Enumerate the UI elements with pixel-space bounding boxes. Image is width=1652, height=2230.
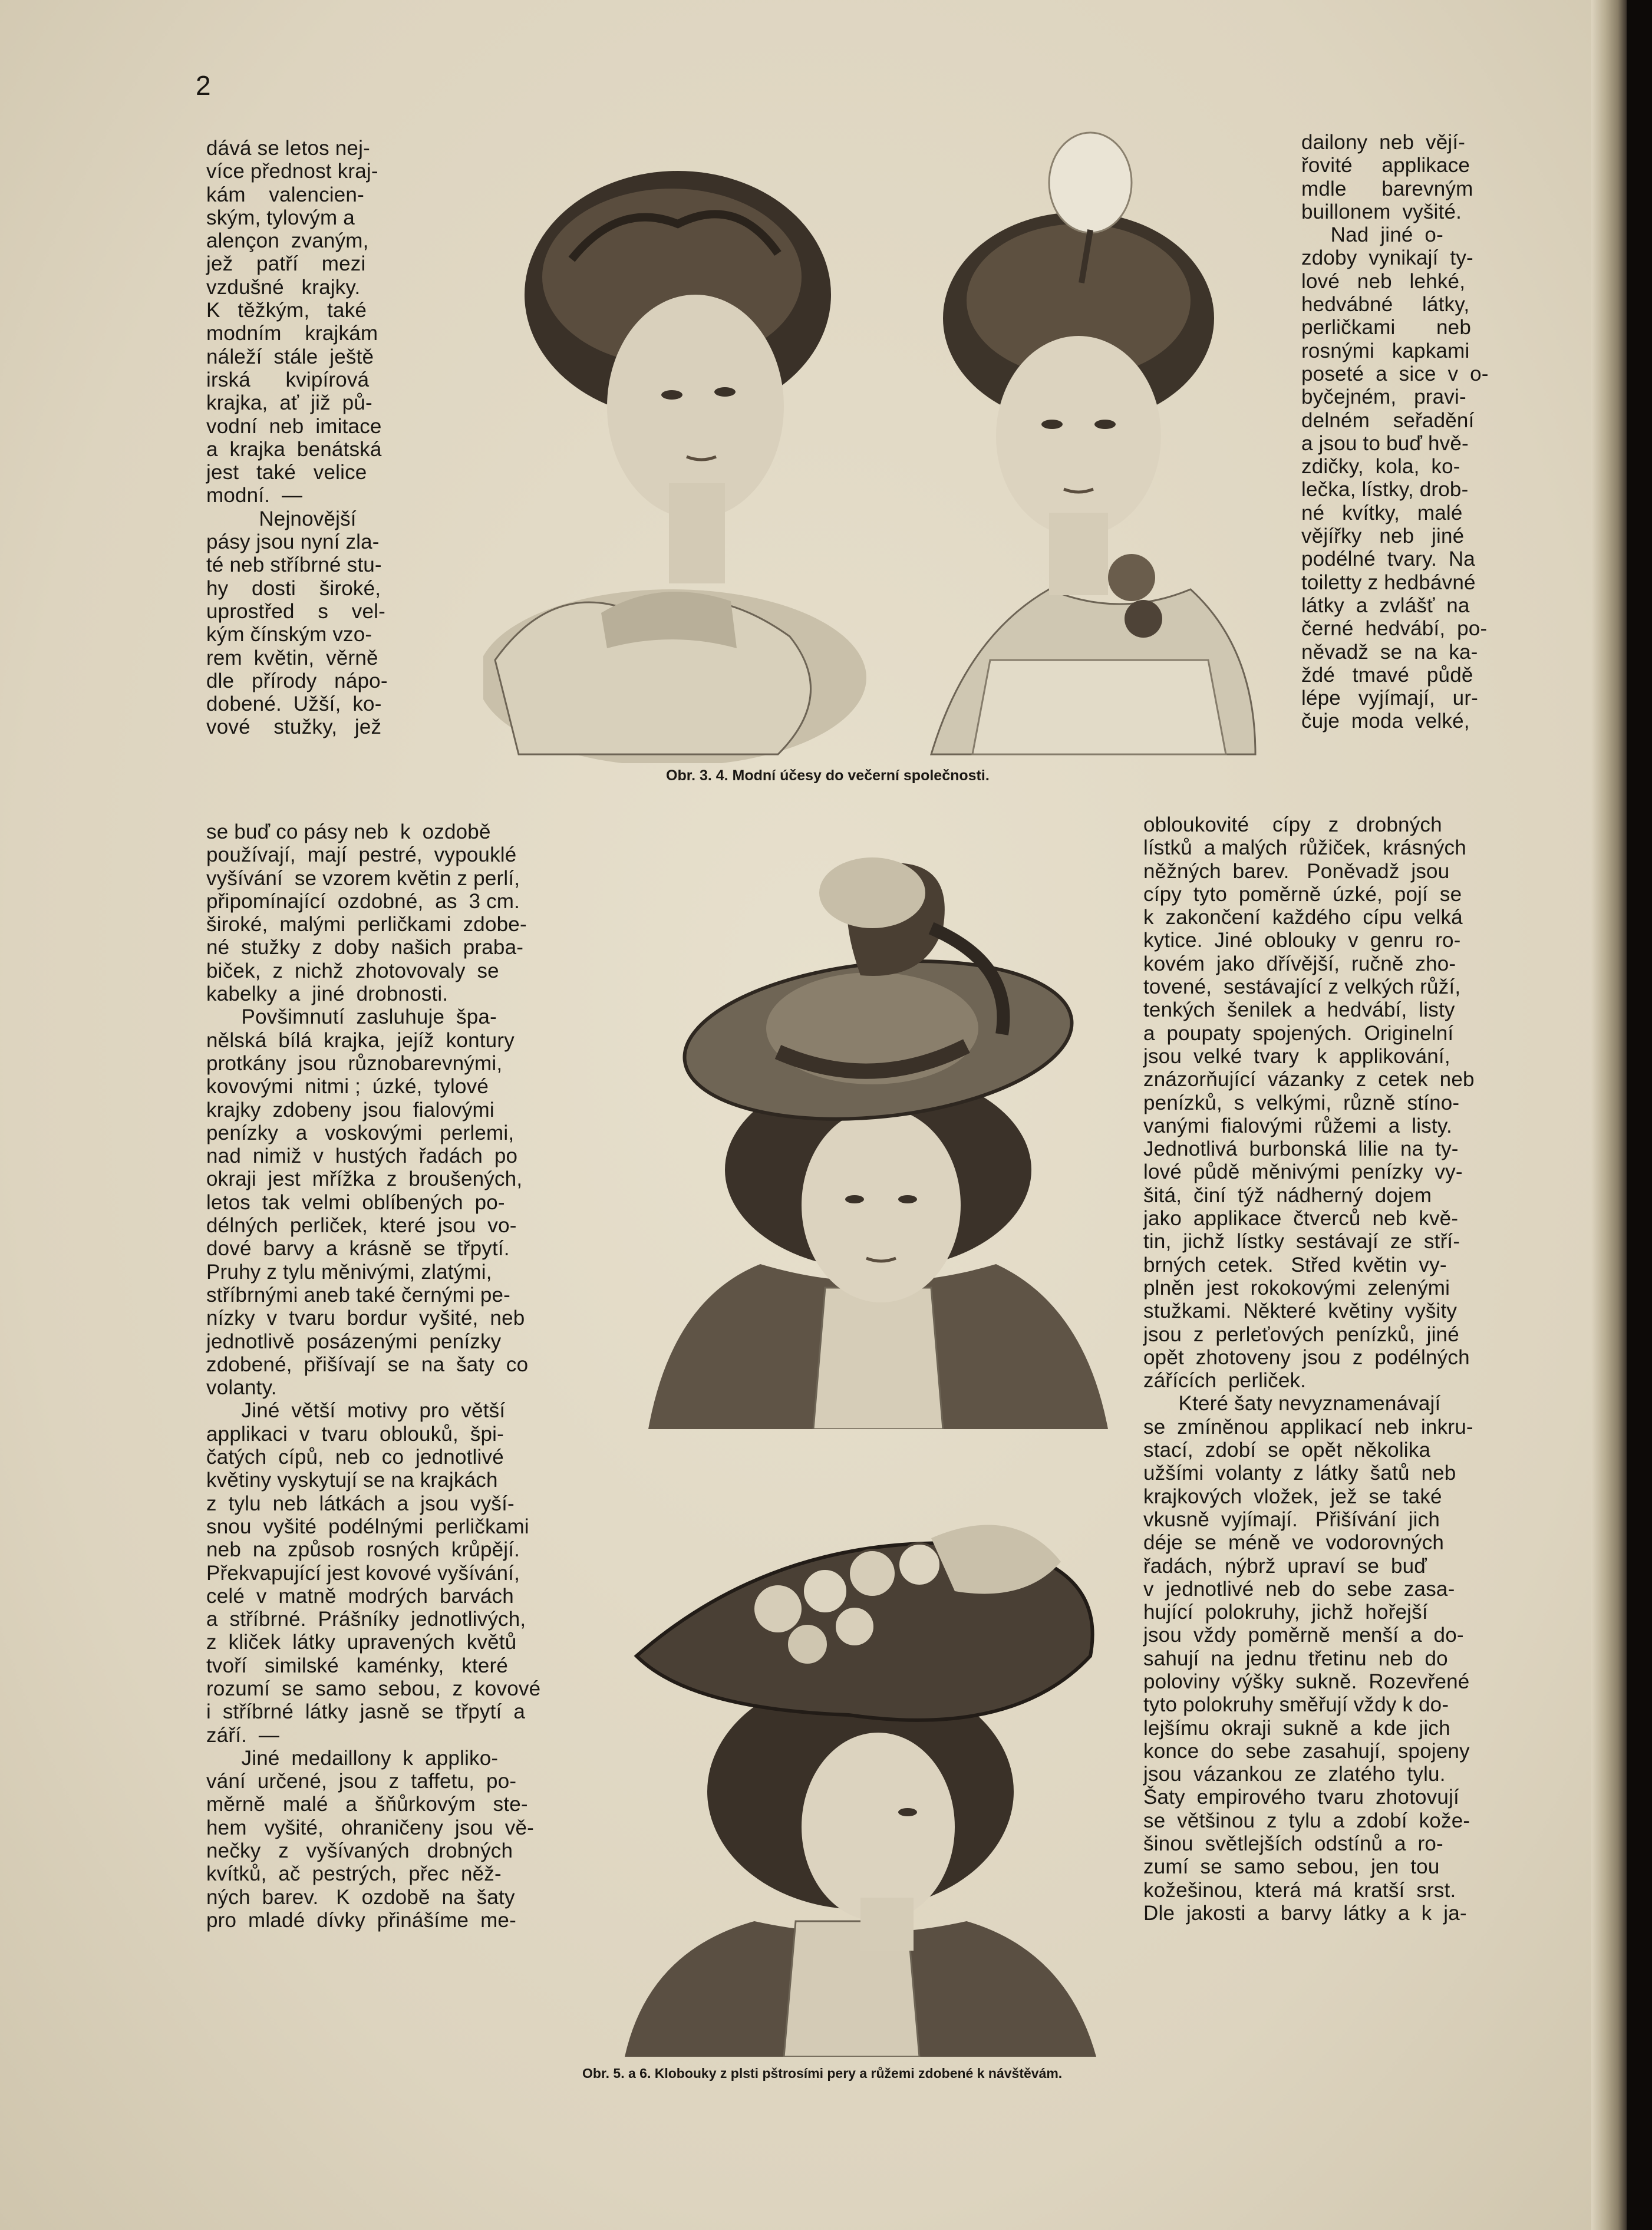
feather-hat-illustration [648, 840, 1108, 1429]
right-column-top-text: dailony neb vějí- řovité applikace mdle barevným buillonem vyšité. Nad jiné o- zdoby vynikají ty- lové neb lehké, hedvábné látky, perličkami neb rosnými kapkami poseté a sice v o- byčejném, pravi- delném seřadění a jsou to buď hvě- zdičky, kola, ko- lečka, lístky, drob- né kvítky, malé vějířky neb jiné podélné tvary. Na toiletty z hedbávné látky a zvlášť na černé hedvábí, po- něvadž se na ka- ždé tmavé půdě lépe vyjímají, ur- čuje moda velké, [1301, 131, 1489, 733]
hairstyles-illustration [483, 130, 1261, 763]
figure-caption-hats: Obr. 5. a 6. Klobouky z plsti pštrosími pery a růžemi zdobené k návštěvám. [582, 2066, 1063, 2081]
rose-hat-illustration [601, 1462, 1120, 2057]
left-column-text: se buď co pásy neb k ozdobě používají, mají pestré, vypouklé vyšívání se vzorem květin z perlí, připomínající ozdobné, as 3 cm. široké, malými perličkami zdobe- né stužky z doby našich praba- biček, z nichž zhotovovaly se kabelky a jiné drobnosti. Povšimnutí zasluhuje špa- nělská bílá krajka, jejíž kontury protkány jsou různobarevnými, kovovými nitmi ; úzké, tylové krajky zdobeny jsou fialovými penízky a voskovými perlemi, nad nimiž v hustých řadách po okraji jest mřížka z broušených, letos tak velmi oblíbených po- délných perliček, které jsou vo- dové barvy a krásně se třpytí. Pruhy z tylu měnivými, zlatými, stříbrnými aneb také černými pe- nízky v tvaru bordur vyšité, neb jednotlivě posázenými penízky zdobené, přišívají se na šaty co volanty. Jiné větší motivy pro větší applikaci v tvaru oblouků, špi- čatých cípů, neb co jednotlivé květiny vyskytují se na krajkách z tylu neb látkách a jsou vyší- snou vyšité podélnými perličkami neb na způsob rosných krůpějí. Překvapující jest kovové vyšívání, celé v matně modrých barvách a stříbrné. Prášníky jednotlivých, z kliček látky upravených květů tvoří similské kaménky, které rozumí se samo sebou, z kovové i stříbrné látky jasně se třpytí a září. — Jiné medaillony k appliko- vání určené, jsou z taffetu, po- měrně malé a šňůrkovým ste- hem vyšité, ohraničeny jsou vě- nečky z vyšívaných drobných kvítků, ač pestrých, přec něž- ných barev. K ozdobě na šaty pro mladé dívky přinášíme me- [206, 820, 541, 1932]
page-spine-shadow [1591, 0, 1627, 2230]
rose-hat-engraving [601, 1462, 1120, 2057]
right-column-text: obloukovité cípy z drobných lístků a malých růžiček, krásných něžných barev. Poněvadž jsou cípy tyto poměrně úzké, pojí se k zakončení každého cípu velká kytice. Jiné oblouky v genru ro- kovém jako dřívější, ručně zho- tovené, sestávající z velkých růží, tenkých šenilek a hedvábí, listy a poupaty spojených. Originelní jsou velké tvary k applikování, znázorňující vázanky z cetek neb penízků, s velkými, různě stíno- vanými fialovými růžemi a listy. Jednotlivá burbonská lilie na ty- lové půdě měnivými penízky vy- šitá, činí týž nádherný dojem jako applikace čtverců neb kvě- tin, jichž lístky sestávají ze stří- brných cetek. Střed květin vy- plněn jest rokokovými zelenými stužkami. Některé květiny vyšity jsou z perleťových penízků, jiné opět zhotoveny jsou z podélných zářících perliček. Které šaty nevyznamenávají se zmíněnou applikací neb inkru- stací, zdobí se opět několika užšími volanty z látky šatů neb krajkových vložek, jež se také vkusně vyjímají. Přišívání jich déje se méně ve vodorovných řadách, nýbrž upraví se buď v jednotlivé neb do sebe zasa- hující polokruhy, jichž hořejší jsou vždy poměrně menší a do- sahují na jednu třetinu neb do poloviny výšky sukně. Rozevřené tyto polokruhy směřují vždy k do- lejšímu okraji sukně a kde jich konce do sebe zasahují, spojeny jsou vázankou ze zlatého tylu. Šaty empirového tvaru zhotovují se většinou z tylu a zdobí kože- šinou světlejších odstínů a ro- zumí se samo sebou, jen tou kožešinou, která má kratší srst. Dle jakosti a barvy látky a k ja- [1143, 813, 1475, 1925]
left-column-top-text: dává se letos nej- více přednost kraj- kám valencien- ským, tylovým a alençon zvaným, jež patří mezi vzdušné krajky. K těžkým, také modním krajkám náleží stále ještě irská kvipírová krajka, ať již pů- vodní neb imitace a krajka benátská jest také velice modní. — Nejnovější pásy jsou nyní zla- té neb stříbrné stu- hy dosti široké, uprostřed s vel- kým čínským vzo- rem květin, věrně dle přírody nápo- dobené. Užší, ko- vové stužky, jež [206, 137, 388, 739]
hairstyles-engraving [483, 130, 1261, 763]
feather-hat-engraving [648, 840, 1108, 1429]
figure-caption-hairstyles: Obr. 3. 4. Modní účesy do večerní společnosti. [666, 767, 990, 784]
page-number: 2 [196, 70, 211, 101]
